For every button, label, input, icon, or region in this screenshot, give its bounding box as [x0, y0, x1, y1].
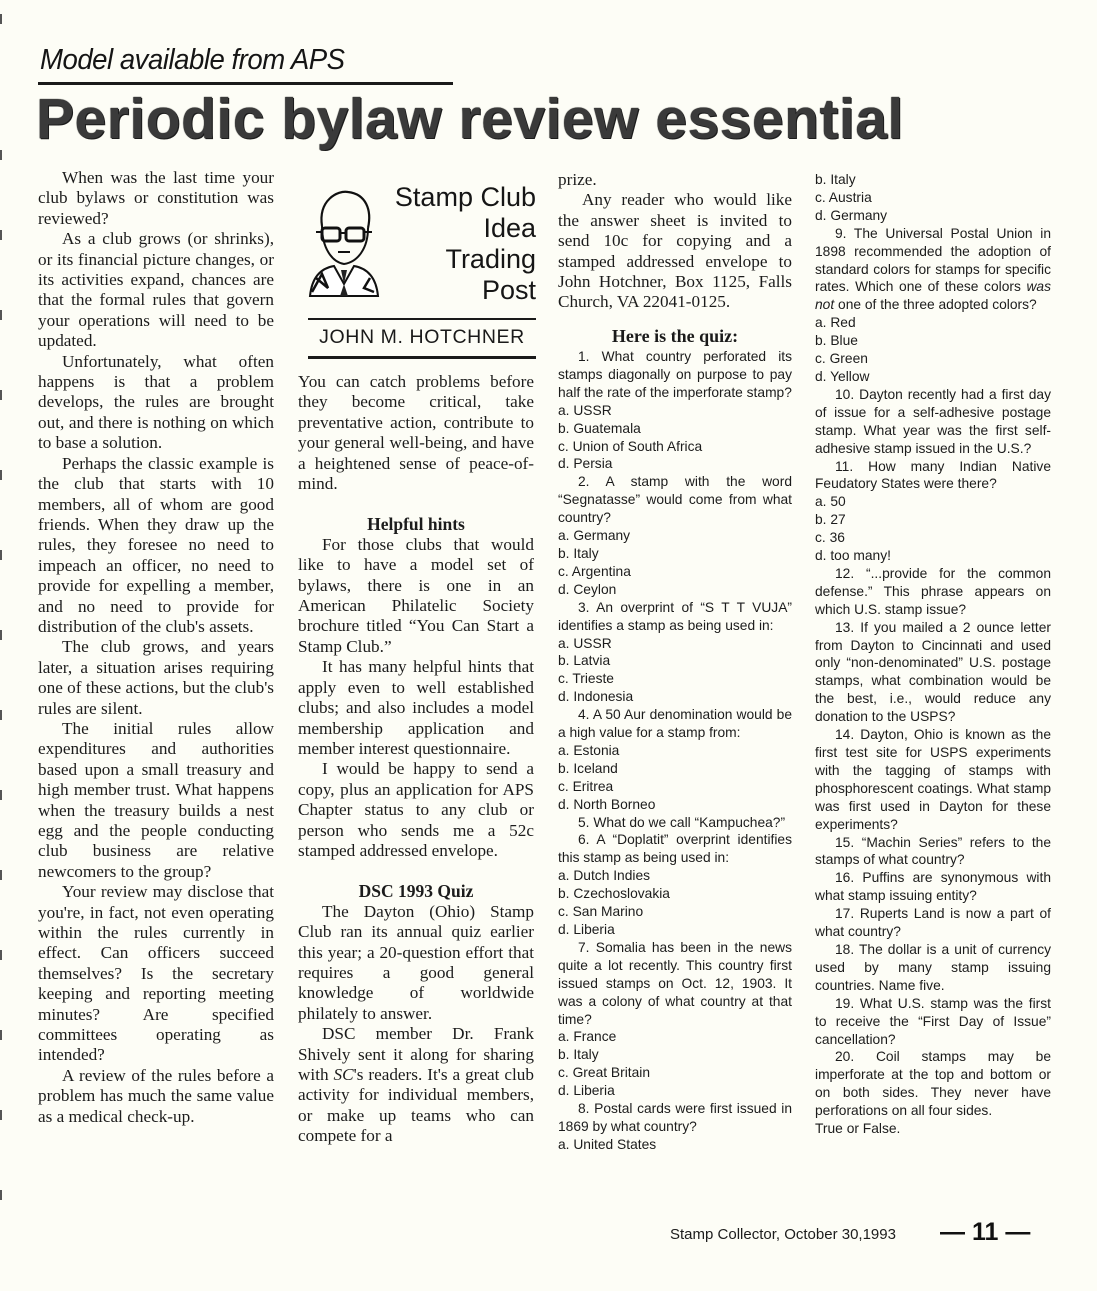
paragraph: When was the last time your club bylaws or constitution was reviewed? — [38, 168, 274, 228]
quiz-question: 8. Postal cards were first issued in 1869 by what country? — [558, 1101, 792, 1134]
paragraph: For those clubs that would like to have a model set of bylaws, there is one in an American Philatelic Society brochure titled “You Can Start a Stamp Club.” — [298, 534, 534, 656]
quiz-option: a. USSR — [558, 635, 612, 651]
quiz-option: a. United States — [558, 1136, 657, 1152]
headline: Periodic bylaw review essential — [36, 87, 904, 151]
author-byline: JOHN M. HOTCHNER — [319, 326, 525, 348]
quiz-option: c. Argentina — [558, 563, 631, 579]
quiz-option: b. Guatemala — [558, 420, 641, 436]
author-portrait-icon — [308, 188, 380, 298]
quiz-question: 6. A “Doplatit” overprint identifies this stamp as being used in: — [558, 832, 792, 866]
quiz-question: 17. Ruperts Land is now a part of what country? — [815, 906, 1051, 940]
quiz-column-4 — [815, 171, 1051, 1138]
paragraph: As a club grows (or shrinks), or its financial picture changes, or its activities expand, chances are that the formal rules that govern your operations will need to be updated. — [38, 229, 274, 351]
paragraph: It has many helpful hints that apply even to well established clubs; and also includes a model membership application and member interest questionnaire. — [298, 657, 534, 758]
paragraph: Perhaps the classic example is the club that starts with 10 members, all of whom are good friends. When they draw up the rules, they foresee no need to impeach an officer, no need to provide for expelling a member, and no need to provide for distribution of the club's assets. — [38, 453, 274, 636]
quiz-option: c. Green — [815, 351, 868, 367]
publication-footer: Stamp Collector, October 30,1993 — [670, 1226, 896, 1243]
quiz-option: c. Austria — [815, 189, 872, 205]
quiz-option: d. North Borneo — [558, 796, 656, 812]
quiz-question: 1. What country perforated its stamps diagonally on purpose to pay half the rate of the imperforate stamp? — [558, 349, 792, 400]
quiz-question: 3. An overprint of “S T T VUJA” identifies a stamp as being used in: — [558, 599, 792, 633]
quiz-option: c. San Marino — [558, 904, 644, 920]
quiz-option: a. Red — [815, 315, 856, 331]
quiz-option: b. Italy — [558, 545, 599, 561]
quiz-option: d. Liberia — [558, 922, 615, 937]
paragraph: Unfortunately, what often happens is that a problem develops, the rules are brought out, and there is nothing on which to base a solution. — [38, 351, 274, 453]
column-title-line: Idea — [483, 213, 536, 243]
paragraph: DSC member Dr. Frank Shively sent it along for sharing with SC's readers. It's a great club activity for individual members, or make up teams who can compete for a — [298, 1024, 534, 1146]
section-heading-dsc-quiz: DSC 1993 Quiz — [358, 881, 474, 902]
quiz-option: d. Indonesia — [558, 689, 634, 705]
kicker: Model available from APS — [40, 44, 345, 76]
quiz-question: 7. Somalia has been in the news quite a lot recently. This country first issued stamps on Oct. 12, 1903. It was a colony of what country at that time? — [558, 939, 792, 1027]
quiz-option: d. Ceylon — [558, 581, 617, 597]
paragraph: The club grows, and years later, a situation arises requiring one of these actions, but the club's rules are silent. — [38, 637, 274, 718]
quiz-question: 9. The Universal Postal Union in 1898 recommended the adoption of standard colors for stamps for specific rates. Which one of these colors was not one of the three adopted colors? — [815, 225, 1051, 313]
quiz-question: 16. Puffins are synonymous with what stamp issuing entity? — [815, 870, 1051, 904]
column-title-line: Post — [481, 275, 536, 305]
quiz-option: c. 36 — [815, 530, 845, 546]
column-title — [395, 182, 536, 306]
article-column-3-intro — [558, 170, 792, 313]
quiz-option: b. Czechoslovakia — [558, 886, 670, 902]
quiz-option: d. Yellow — [815, 368, 870, 384]
quiz-option: d. Persia — [558, 456, 613, 472]
quiz-option: c. Union of South Africa — [558, 438, 703, 454]
quiz-question: 12. “...provide for the common defense.” This phrase appears on which U.S. stamp issue? — [815, 565, 1051, 617]
quiz-option: a. Estonia — [558, 742, 620, 758]
quiz-option: c. Great Britain — [558, 1065, 651, 1081]
quiz-heading: Here is the quiz: — [611, 326, 739, 346]
quiz-option: b. Blue — [815, 333, 858, 349]
quiz-question: 19. What U.S. stamp was the first to receive the “First Day of Issue” cancellation? — [815, 995, 1051, 1047]
paragraph: A review of the rules before a problem has much the same value as a medical check-up. — [38, 1065, 274, 1126]
quiz-option: a. Germany — [558, 528, 631, 544]
quiz-column-3 — [558, 348, 792, 1154]
quiz-option: a. Dutch Indies — [558, 868, 651, 884]
quiz-question: 20. Coil stamps may be imperforate at the top and bottom or on both sides. They never have perforations on all four sides. — [815, 1049, 1051, 1119]
paragraph: Any reader who would like the answer sheet is invited to send 10c for copying and a stamped addressed envelope to John Hotchner, Box 1125, Falls Church, VA 22041-0125. — [558, 190, 792, 312]
quiz-question: 15. “Machin Series” refers to the stamps of what country? — [815, 834, 1051, 868]
section-heading-helpful-hints: Helpful hints — [367, 514, 465, 535]
quiz-option: b. Italy — [815, 172, 856, 187]
paragraph: The Dayton (Ohio) Stamp Club ran its annual quiz earlier this year; a 20-question effort that requires a good general knowledge of worldwide philately to answer. — [298, 901, 534, 1023]
quiz-question: 5. What do we call “Kampuchea?” — [578, 814, 786, 830]
kicker-underline — [38, 82, 453, 85]
paragraph: Your review may disclose that you're, in fact, not even operating within the rules currently in effect. Can officers succeed themselves? Is the secretary keeping and reporting meeting minutes? Are specified committees operating as intended? — [38, 882, 274, 1065]
article-column-1 — [38, 168, 274, 1127]
quiz-option: d. Germany — [815, 207, 888, 223]
paragraph: I would be happy to send a copy, plus an application for APS Chapter status to any club or person who sends me a 52c stamped addressed envelope. — [298, 759, 534, 860]
column-title-line: Stamp Club — [394, 182, 536, 212]
quiz-question: 18. The dollar is a unit of currency used by many stamp issuing countries. Name five. — [815, 941, 1051, 993]
paragraph: prize. — [558, 170, 597, 189]
page-number: — 11 — — [940, 1218, 1031, 1246]
scan-edge-marks — [0, 0, 4, 1291]
quiz-option: a. USSR — [558, 402, 612, 418]
quiz-question: 10. Dayton recently had a first day of issue for a self-adhesive postage stamp. What year was the first self-adhesive stamp issued in the U.S.? — [815, 386, 1051, 456]
quiz-question: 14. Dayton, Ohio is known as the first test site for USPS experiments with the tagging of stamps with phosphorescent coatings. What stamp was first used in Dayton for these experiments? — [815, 727, 1051, 832]
article-column-2 — [298, 372, 534, 1147]
quiz-option: d. Liberia — [558, 1083, 615, 1099]
quiz-option: b. Latvia — [558, 653, 611, 669]
quiz-option: True or False. — [815, 1121, 901, 1137]
divider — [308, 356, 536, 359]
column-title-line: Trading — [445, 244, 536, 274]
quiz-question: 2. A stamp with the word “Segnatasse” would come from what country? — [558, 474, 792, 526]
quiz-option: c. Trieste — [558, 671, 614, 687]
quiz-option: a. France — [558, 1029, 617, 1045]
quiz-option: c. Eritrea — [558, 778, 614, 794]
quiz-question: 11. How many Indian Native Feudatory States were there? — [815, 458, 1051, 492]
paragraph: The initial rules allow expenditures and authorities based upon a small treasury and high member trust. What happens when the treasury builds a nest egg and the people conducting club business are relative newcomers to the group? — [38, 718, 274, 881]
quiz-option: a. 50 — [815, 494, 846, 510]
quiz-option: b. Italy — [558, 1047, 599, 1063]
quiz-option: d. too many! — [815, 548, 891, 564]
paragraph: You can catch problems before they become critical, take preventative action, contribute to your general well-being, and have a heightened sense of peace-of-mind. — [298, 372, 534, 494]
quiz-question: 13. If you mailed a 2 ounce letter from Dayton to Cincinnati and used only “non-denominated” U.S. postage stamps, what combination would be the best, i.e., would reduce any donation to the USPS? — [815, 619, 1051, 725]
quiz-option: b. Iceland — [558, 760, 618, 776]
quiz-option: b. 27 — [815, 512, 846, 528]
column-header-box — [298, 178, 538, 358]
quiz-question: 4. A 50 Aur denomination would be a high value for a stamp from: — [558, 707, 792, 741]
